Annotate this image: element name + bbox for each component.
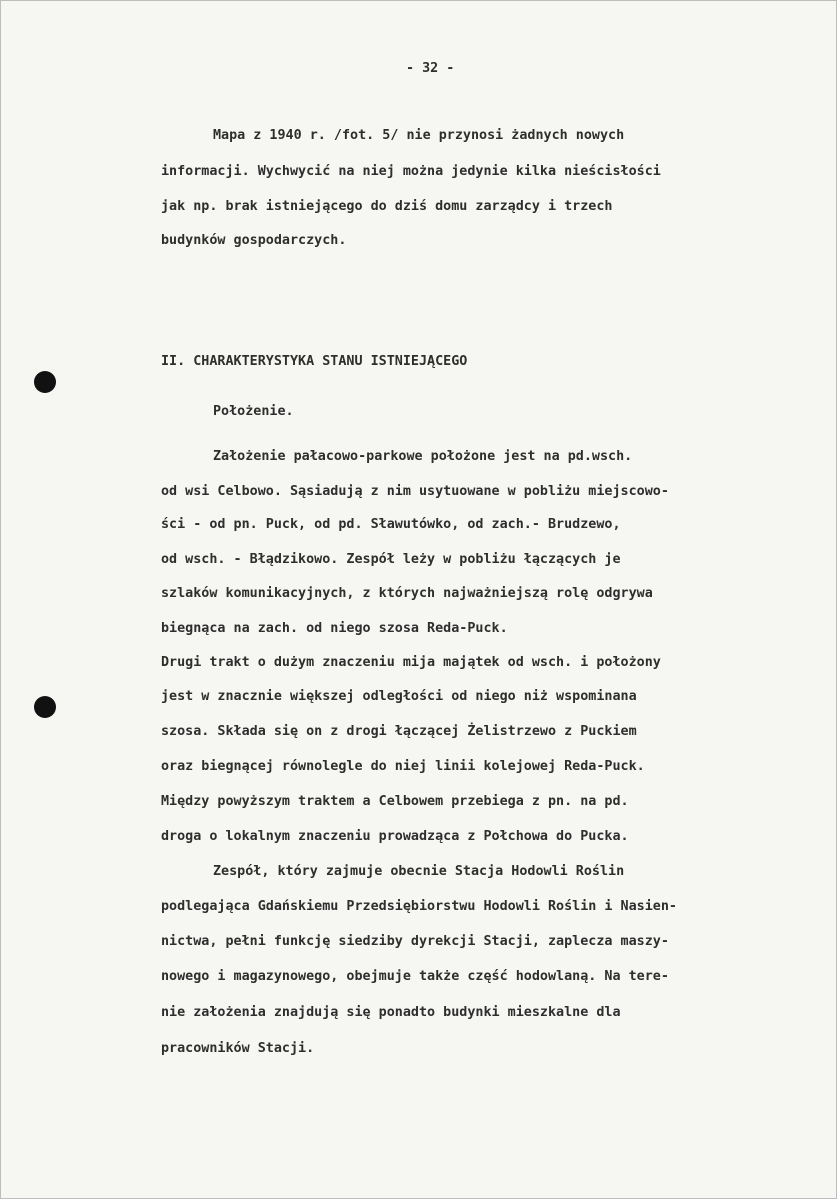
paragraph-line: nowego i magazynowego, obejmuje także część hodowlaną. Na tere-	[161, 969, 669, 984]
paragraph-line: ści - od pn. Puck, od pd. Sławutówko, od zach.- Brudzewo,	[161, 517, 621, 532]
paragraph-line: droga o lokalnym znaczeniu prowadząca z Połchowa do Pucka.	[161, 829, 629, 844]
paragraph-line: jest w znacznie większej odległości od niego niż wspominana	[161, 689, 637, 704]
paragraph-line: podlegająca Gdańskiemu Przedsiębiorstwu Hodowli Roślin i Nasien-	[161, 899, 677, 914]
paragraph-line: Drugi trakt o dużym znaczeniu mija majątek od wsch. i położony	[161, 655, 661, 670]
punch-hole-bottom	[34, 696, 56, 718]
page-number: - 32 -	[406, 61, 455, 76]
paragraph-line: nie założenia znajdują się ponadto budynki mieszkalne dla	[161, 1005, 621, 1020]
paragraph-line: Zespół, który zajmuje obecnie Stacja Hodowli Roślin	[213, 864, 625, 879]
paragraph-line: szlaków komunikacyjnych, z których najważniejszą rolę odgrywa	[161, 586, 653, 601]
paragraph-line: pracowników Stacji.	[161, 1041, 315, 1056]
paragraph-line: jak np. brak istniejącego do dziś domu zarządcy i trzech	[161, 199, 613, 214]
paragraph-line: od wsch. - Błądzikowo. Zespół leży w pobliżu łączących je	[161, 552, 621, 567]
punch-hole-top	[34, 371, 56, 393]
paragraph-line: od wsi Celbowo. Sąsiadują z nim usytuowane w pobliżu miejscowo-	[161, 484, 669, 499]
paragraph-line: Między powyższym traktem a Celbowem przebiega z pn. na pd.	[161, 794, 629, 809]
section-heading: II. CHARAKTERYSTYKA STANU ISTNIEJĄCEGO	[161, 354, 468, 369]
paragraph-line: Założenie pałacowo-parkowe położone jest na pd.wsch.	[213, 449, 633, 464]
paragraph-line: nictwa, pełni funkcję siedziby dyrekcji Stacji, zaplecza maszy-	[161, 934, 669, 949]
paragraph-line: oraz biegnącej równolegle do niej linii kolejowej Reda-Puck.	[161, 759, 645, 774]
paragraph-line: biegnąca na zach. od niego szosa Reda-Puck.	[161, 621, 508, 636]
paragraph-line: Mapa z 1940 r. /fot. 5/ nie przynosi żadnych nowych	[213, 128, 625, 143]
paragraph-line: budynków gospodarczych.	[161, 233, 347, 248]
paragraph-line: szosa. Składa się on z drogi łączącej Żelistrzewo z Puckiem	[161, 724, 637, 739]
paragraph-line: informacji. Wychwycić na niej można jedynie kilka nieścisłości	[161, 164, 661, 179]
subheading: Położenie.	[213, 404, 294, 419]
